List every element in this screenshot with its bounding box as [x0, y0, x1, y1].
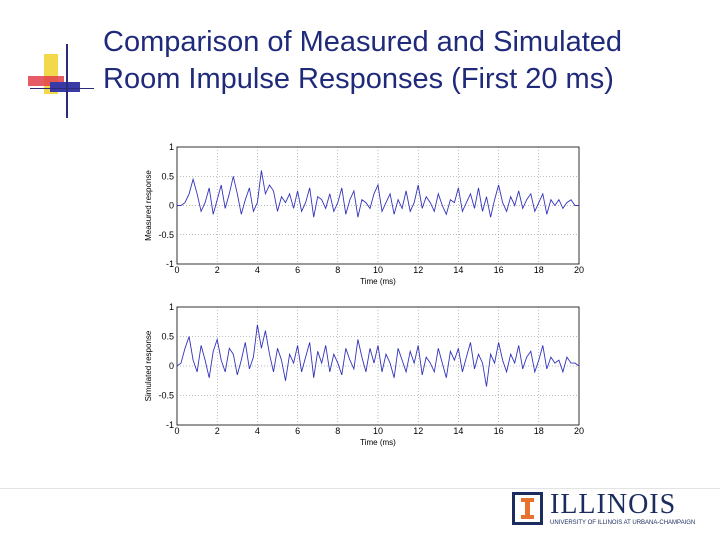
y-tick-label: -0.5 — [158, 229, 174, 240]
x-tick-label: 2 — [214, 426, 220, 436]
x-tick-label: 20 — [573, 426, 585, 436]
x-tick-label: 2 — [214, 265, 220, 275]
y-tick-label: -1 — [165, 259, 174, 269]
x-axis-label: Time (ms) — [360, 438, 396, 447]
x-axis-label: Time (ms) — [360, 277, 396, 286]
x-tick-label: 10 — [372, 265, 384, 275]
x-tick-label: 18 — [533, 265, 544, 275]
logo-wordmark: ILLINOIS — [550, 489, 677, 520]
x-tick-label: 8 — [335, 265, 341, 275]
y-tick-label: -0.5 — [158, 390, 174, 401]
y-tick-label: 0.5 — [161, 331, 174, 342]
x-tick-label: 4 — [254, 426, 260, 436]
x-tick-label: 0 — [174, 426, 180, 436]
x-tick-label: 12 — [413, 426, 424, 436]
y-axis-label: Measured response — [144, 170, 153, 241]
x-tick-label: 20 — [573, 265, 585, 275]
x-tick-label: 10 — [372, 426, 384, 436]
x-tick-label: 6 — [295, 265, 301, 275]
x-tick-label: 8 — [335, 426, 341, 436]
logo-subtext: UNIVERSITY OF ILLINOIS AT URBANA-CHAMPAIGN — [550, 520, 696, 526]
x-tick-label: 4 — [254, 265, 260, 275]
y-tick-label: 1 — [168, 302, 174, 312]
university-logo — [510, 489, 696, 530]
x-tick-label: 0 — [174, 265, 180, 275]
slide-title-line-1: Comparison of Measured and Simulated — [103, 26, 623, 58]
y-tick-label: 1 — [168, 142, 174, 152]
block-i-icon — [512, 492, 543, 525]
x-tick-label: 6 — [295, 426, 301, 436]
y-tick-label: -1 — [165, 420, 174, 430]
x-tick-label: 16 — [493, 265, 504, 275]
slide-title-line-2: Room Impulse Responses (First 20 ms) — [103, 63, 614, 95]
x-tick-label: 14 — [453, 426, 464, 436]
y-tick-label: 0.5 — [161, 171, 174, 182]
x-tick-label: 16 — [493, 426, 504, 436]
x-tick-label: 18 — [533, 426, 544, 436]
y-tick-label: 0 — [168, 200, 174, 211]
y-axis-label: Simulated response — [144, 330, 153, 402]
x-tick-label: 14 — [453, 265, 464, 275]
y-tick-label: 0 — [168, 361, 174, 371]
x-tick-label: 12 — [413, 265, 424, 275]
